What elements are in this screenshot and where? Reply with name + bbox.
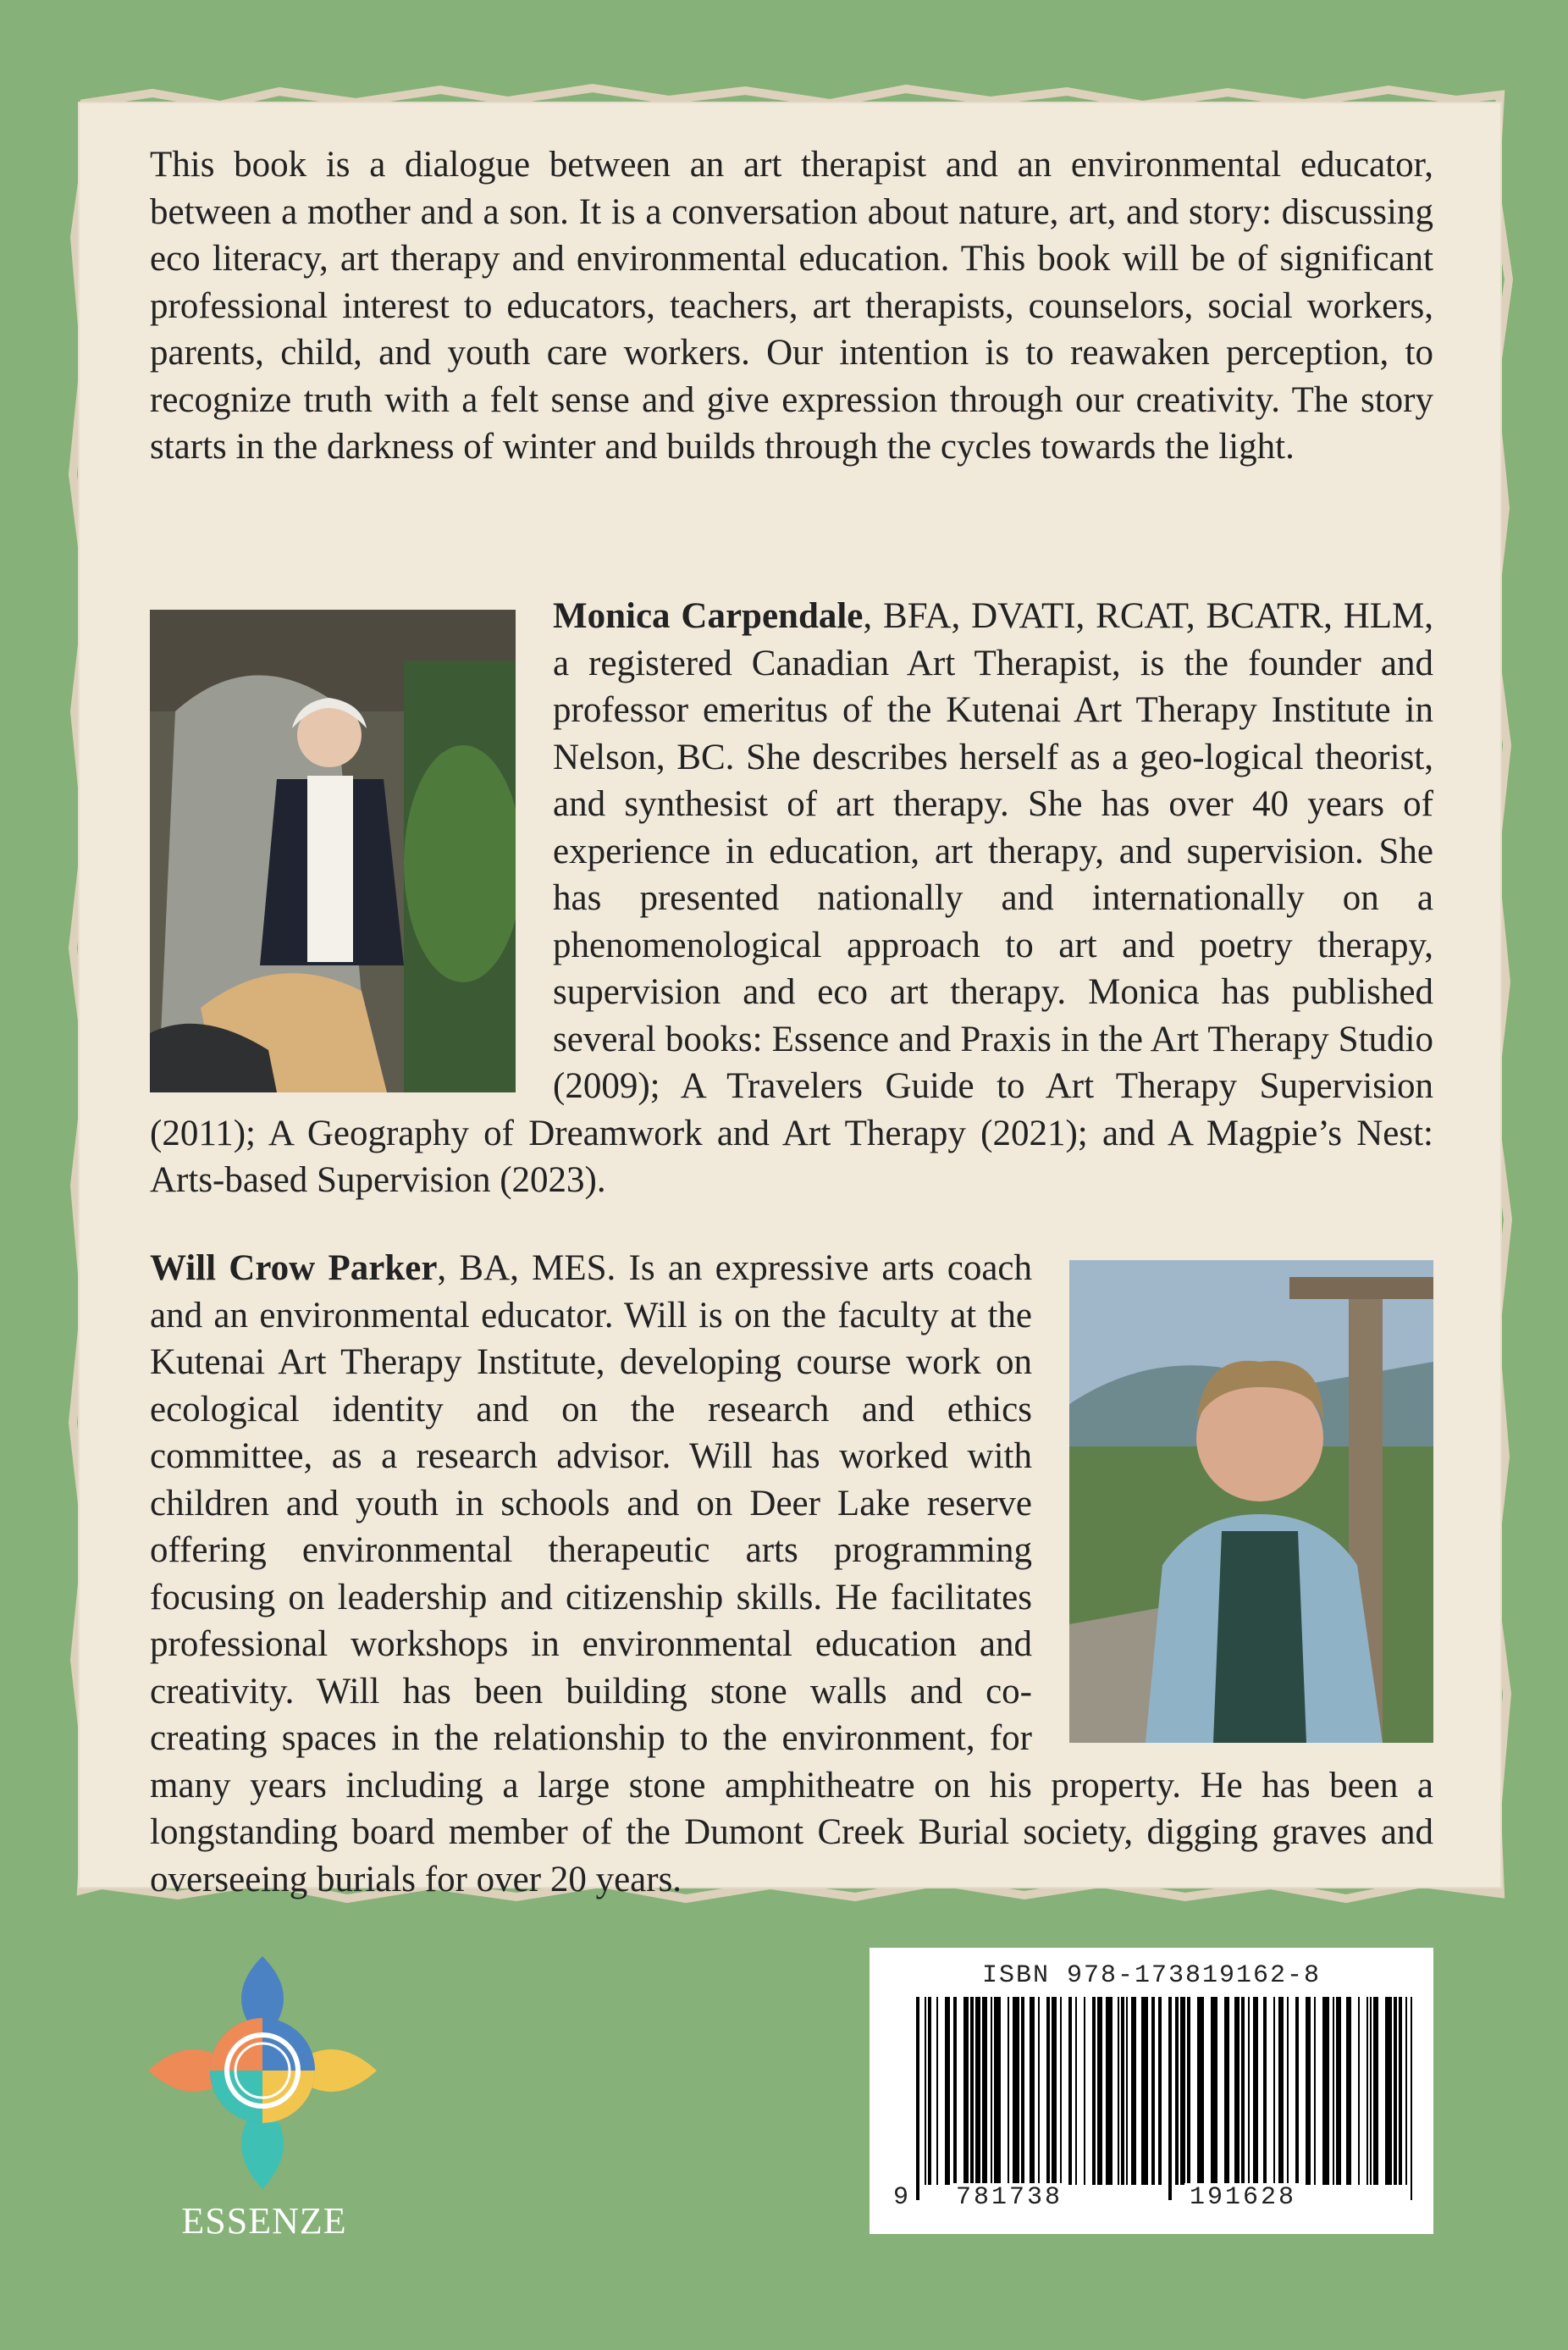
author-bio-will: [150, 1245, 1433, 1903]
book-description: This book is a dialogue between an art therapist and an environmental educator, between a mother and a son. It is a conversation about nature, art, and story: discussing eco literacy, art therapy and environmental education. This book will be of significant professional interest to educators, teachers, art therapists, counselors, social workers, parents, child, and youth care workers. Our intention is to reawaken perception, to recognize truth with a felt sense and give expression through our creativity. The story starts in the darkness of winter and builds through the cycles towards the light.: [150, 145, 1433, 467]
barcode-bars-icon: [916, 1997, 1416, 2200]
isbn-label: ISBN 978-173819162-8: [981, 1961, 1322, 1990]
author-name-monica: Monica Carpendale: [553, 596, 864, 636]
author-bio-text-monica: , BFA, DVATI, RCAT, BCATR, HLM, a registered Canadian Art Therapist, is the founder and professor emeritus of the Kutenai Art Therapy Institute in Nelson, BC. She describes herself as a geo-logical theorist, and synthesist of art therapy. She has over 40 years of experience in education, art therapy, and supervision. She has presented nationally and internationally on a phenomenological approach to art and poetry therapy, supervision and eco art therapy. Monica has published several books: Essence and Praxis in the Art Therapy Studio (2009); A Travelers Guide to Art Therapy Supervision (2011); A Geography of Dreamwork and Art Therapy (2021); and A Magpie’s Nest: Arts-based Supervision (2023).: [150, 596, 1433, 1200]
author-name-will: Will Crow Parker: [150, 1248, 438, 1288]
barcode-digit-first: 9: [893, 2183, 912, 2212]
publisher-name: ESSENZE: [181, 2200, 347, 2242]
monica-carpendale-photo: [150, 610, 516, 1092]
barcode-digits-left: 781738: [951, 2183, 1068, 2212]
isbn-barcode: [870, 1948, 1433, 2234]
will-crow-parker-photo: [1069, 1260, 1433, 1743]
author-bio-monica: [150, 593, 1433, 1204]
barcode-digits-right: 191628: [1184, 2183, 1301, 2212]
author-bio-text-will: , BA, MES. Is an expressive arts coach and an environmental educator. Will is on the faculty at the Kutenai Art Therapy Institute, developing course work on ecological identity and on the research and ethics committee, as a research advisor. Will has worked with children and youth in schools and on Deer Lake reserve offering environmental therapeutic arts programming focusing on leadership and citizenship skills. He facilitates professional workshops in environmental education and creativity. Will has been building stone walls and co-creating spaces in the relationship to the environment, for many years including a large stone amphitheatre on his property. He has been a longstanding board member of the Dumont Creek Burial society, digging graves and overseeing burials for over 20 years.: [150, 1248, 1433, 1899]
essenze-logo-icon: [144, 1948, 381, 2193]
